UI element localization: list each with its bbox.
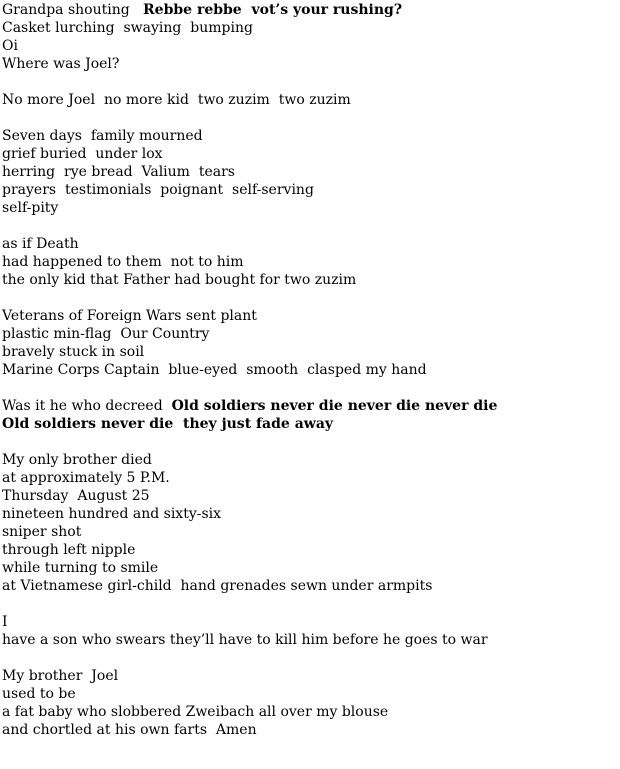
poem-line bbox=[2, 631, 614, 649]
poem-line bbox=[2, 469, 614, 487]
poem-line bbox=[2, 613, 614, 631]
text-segment: while turning to smile bbox=[2, 560, 159, 576]
poem-line bbox=[2, 307, 614, 325]
poem-line bbox=[2, 1, 614, 19]
bold-text-segment: Rebbe rebbe vot’s your rushing? bbox=[143, 2, 403, 18]
stanza bbox=[2, 235, 614, 289]
stanza bbox=[2, 613, 614, 649]
stanza-gap bbox=[2, 595, 614, 613]
text-segment: Seven days family mourned bbox=[2, 128, 203, 144]
poem-line bbox=[2, 55, 614, 73]
poem-line bbox=[2, 199, 614, 217]
poem-line bbox=[2, 559, 614, 577]
text-segment: through left nipple bbox=[2, 542, 136, 558]
text-segment: grief buried under lox bbox=[2, 146, 163, 162]
text-segment: self-pity bbox=[2, 200, 59, 216]
stanza bbox=[2, 397, 614, 433]
poem-line bbox=[2, 523, 614, 541]
bold-text-segment: Old soldiers never die they just fade away bbox=[2, 416, 334, 432]
text-segment: used to be bbox=[2, 686, 76, 702]
text-segment: and chortled at his own farts Amen bbox=[2, 722, 257, 738]
text-segment: prayers testimonials poignant self-serving bbox=[2, 182, 314, 198]
text-segment: No more Joel no more kid two zuzim two zuzim bbox=[2, 92, 351, 108]
stanza-gap bbox=[2, 289, 614, 307]
text-segment: herring rye bread Valium tears bbox=[2, 164, 235, 180]
poem-line bbox=[2, 145, 614, 163]
stanza bbox=[2, 91, 614, 109]
poem-line bbox=[2, 343, 614, 361]
poem-line bbox=[2, 271, 614, 289]
poem-line bbox=[2, 397, 614, 415]
stanza-gap bbox=[2, 217, 614, 235]
poem-line bbox=[2, 415, 614, 433]
poem-line bbox=[2, 505, 614, 523]
poem-line bbox=[2, 667, 614, 685]
poem-line bbox=[2, 235, 614, 253]
text-segment: Was it he who decreed bbox=[2, 398, 172, 414]
text-segment: nineteen hundred and sixty-six bbox=[2, 506, 222, 522]
poem-line bbox=[2, 19, 614, 37]
text-segment: Marine Corps Captain blue-eyed smooth clasped my hand bbox=[2, 362, 427, 378]
stanza bbox=[2, 307, 614, 379]
stanza bbox=[2, 127, 614, 217]
stanza-gap bbox=[2, 433, 614, 451]
stanza-gap bbox=[2, 109, 614, 127]
poem-line bbox=[2, 163, 614, 181]
text-segment: have a son who swears they’ll have to kill him before he goes to war bbox=[2, 632, 488, 648]
text-segment: My brother Joel bbox=[2, 668, 119, 684]
poem-line bbox=[2, 721, 614, 739]
stanza bbox=[2, 1, 614, 73]
poem-line bbox=[2, 487, 614, 505]
text-segment: sniper shot bbox=[2, 524, 82, 540]
poem-line bbox=[2, 91, 614, 109]
stanza-gap bbox=[2, 73, 614, 91]
poem-line bbox=[2, 37, 614, 55]
text-segment: at approximately 5 P.M. bbox=[2, 470, 170, 486]
bold-text-segment: Old soldiers never die never die never die bbox=[171, 398, 498, 414]
text-segment: Where was Joel? bbox=[2, 56, 120, 72]
stanza bbox=[2, 451, 614, 595]
poem-line bbox=[2, 451, 614, 469]
poem-line bbox=[2, 685, 614, 703]
text-segment: as if Death bbox=[2, 236, 79, 252]
poem-text bbox=[2, 1, 614, 739]
stanza-gap bbox=[2, 379, 614, 397]
text-segment: Thursday August 25 bbox=[2, 488, 150, 504]
text-segment: a fat baby who slobbered Zweibach all over my blouse bbox=[2, 704, 389, 720]
stanza bbox=[2, 667, 614, 739]
text-segment: I bbox=[2, 614, 8, 630]
poem-line bbox=[2, 577, 614, 595]
stanza-gap bbox=[2, 649, 614, 667]
text-segment: My only brother died bbox=[2, 452, 152, 468]
text-segment: Casket lurching swaying bumping bbox=[2, 20, 253, 36]
poem-line bbox=[2, 361, 614, 379]
text-segment: Veterans of Foreign Wars sent plant bbox=[2, 308, 257, 324]
text-segment: at Vietnamese girl-child hand grenades sewn under armpits bbox=[2, 578, 433, 594]
text-segment: bravely stuck in soil bbox=[2, 344, 145, 360]
text-segment: Grandpa shouting bbox=[2, 2, 144, 18]
poem-line bbox=[2, 253, 614, 271]
text-segment: Oi bbox=[2, 38, 18, 54]
text-segment: had happened to them not to him bbox=[2, 254, 244, 270]
poem-line bbox=[2, 541, 614, 559]
poem-line bbox=[2, 181, 614, 199]
text-segment: plastic min-flag Our Country bbox=[2, 326, 210, 342]
poem-line bbox=[2, 325, 614, 343]
poem-line bbox=[2, 127, 614, 145]
poem-line bbox=[2, 703, 614, 721]
text-segment: the only kid that Father had bought for two zuzim bbox=[2, 272, 357, 288]
